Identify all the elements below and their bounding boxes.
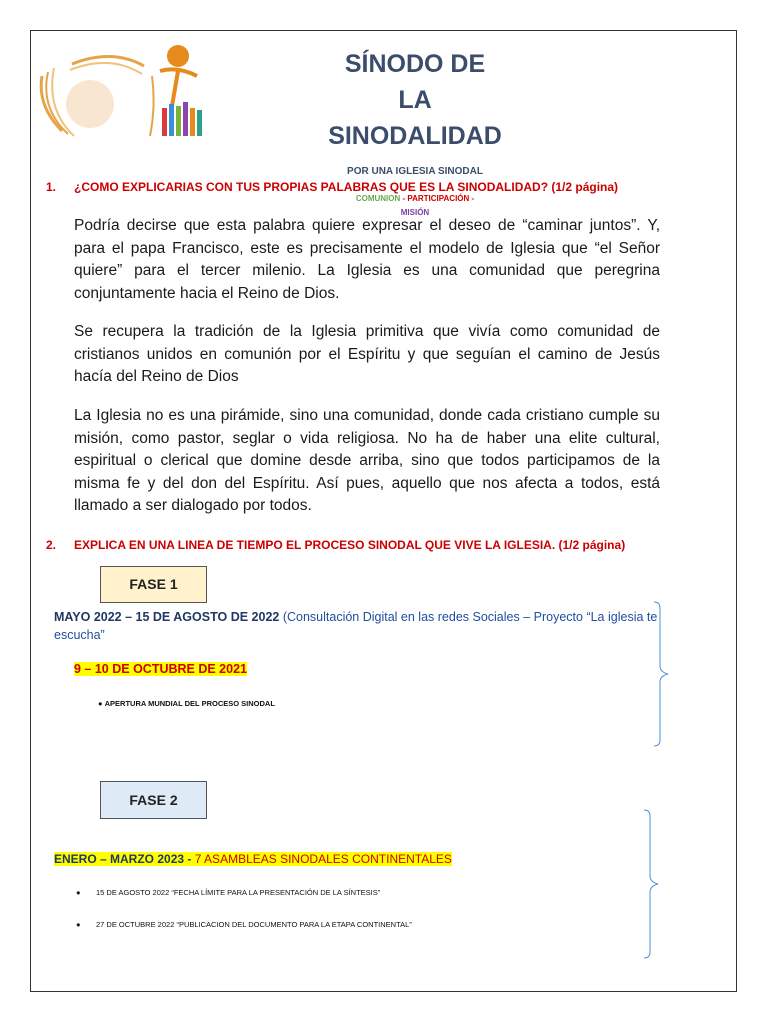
fase-1-bullet-text: APERTURA MUNDIAL DEL PROCESO SINODAL [104,699,275,708]
question-1-number: 1. [46,180,57,194]
document-title [300,46,530,154]
question-2-number: 2. [46,538,57,552]
fase-2-range [54,852,452,866]
synod-logo [32,36,212,146]
fase-2-bullet-1 [76,888,380,897]
theme-tags [300,194,530,217]
fase-1-bullet [98,699,275,708]
fase-1-range-desc: (Consultación Digital en las redes Sociales – Proyecto “La iglesia te escucha” [54,610,658,642]
answer-paragraph-1: Podría decirse que esta palabra quiere expresar el deseo de “caminar juntos”. Y, para el papa Francisco, este es precisamente el modelo de Iglesia que “el Señor quiere” para el tercer milenio. La Iglesia es una comunidad que peregrina conjuntamente hacia el Reino de Dios. [74,217,660,302]
fase-2-range-dates: ENERO – MARZO 2023 - [54,852,192,866]
answer-paragraph-3: La Iglesia no es una pirámide, sino una comunidad, donde cada cristiano cumple su misión, como pastor, seglar o vida religiosa. No ha de haber una elite cultural, espiritual o clerical que domine desde arriba, sino que todos participamos de la misma fe y del don del Espíritu. Así pues, aquello que nos afecta a todos, está llamado a ser dialogado por todos. [74,407,660,514]
bullet-icon: ● [76,920,81,929]
tag-participacion: - PARTICIPACIÓN - [400,194,475,203]
subtitle: POR UNA IGLESIA SINODAL [347,166,483,177]
fase-2-range-desc: 7 ASAMBLEAS SINODALES CONTINENTALES [191,852,452,866]
fase-2-bullet-1-text: 15 DE AGOSTO 2022 “FECHA LÍMITE PARA LA PRESENTACIÓN DE LA SÍNTESIS” [96,888,381,897]
question-1-text: ¿COMO EXPLICARIAS CON TUS PROPIAS PALABRAS QUE ES LA SINODALIDAD? (1/2 página) [74,180,619,194]
fase-1-date [74,662,247,676]
fase-1-brace-icon [650,600,674,748]
tag-mision: MISIÓN [400,208,430,217]
question-2 [46,538,625,552]
fase-1-range-dates: MAYO 2022 – 15 DE AGOSTO DE 2022 [54,610,280,624]
title-line-2: LA [398,86,432,114]
fase-2-bullet-2 [76,920,412,929]
fase-2-brace-icon [640,808,664,960]
fase-1-range [54,608,664,644]
title-line-1: SÍNODO DE [344,50,486,78]
title-line-3: SINODALIDAD [328,122,502,150]
tag-comunion: COMUNION [355,194,401,203]
fase-1-box: FASE 1 [100,566,207,603]
bullet-icon: ● [98,699,105,708]
question-2-text: EXPLICA EN UNA LINEA DE TIEMPO EL PROCESO SINODAL QUE VIVE LA IGLESIA. (1/2 página) [74,538,626,552]
fase-2-bullet-2-text: 27 DE OCTUBRE 2022 “PUBLICACION DEL DOCUMENTO PARA LA ETAPA CONTINENTAL” [96,920,412,929]
answer-paragraph-2: Se recupera la tradición de la Iglesia primitiva que vivía como comunidad de cristianos unidos en comunión por el Espíritu y que seguían el camino de Jesús hacía del Reino de Dios [74,323,660,385]
bullet-icon: ● [76,888,81,897]
question-1 [46,180,618,194]
fase-2-box: FASE 2 [100,781,207,819]
fase-1-date-highlight: 9 – 10 DE OCTUBRE DE 2021 [74,662,247,676]
